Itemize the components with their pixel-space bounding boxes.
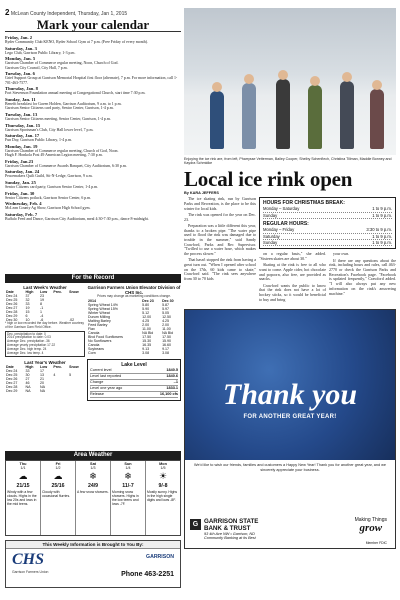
table-header-cell: High (25, 365, 34, 370)
grow-slogan (355, 517, 387, 534)
precip-line: Average Dec. precipitation .36 (7, 339, 50, 344)
story-byline: By KARA JEFFERS (184, 191, 219, 196)
table-cell: 33 (25, 369, 30, 374)
table-cell: 15 (25, 310, 30, 314)
forecast-temp: 25/16 (51, 483, 65, 489)
page-number: 2 (5, 8, 10, 17)
table-cell: Canola (88, 330, 100, 335)
lake-label: Level last reported (90, 373, 122, 378)
event-item: Senior Citizens potluck, Garrison Senior Center, 6 p.m. (5, 195, 92, 200)
table-cell: 19 (25, 306, 30, 310)
lake-value: 1840.5 (166, 367, 178, 372)
table-header-cell: Prec. (53, 290, 63, 294)
table-row (87, 351, 181, 355)
table-header-cell: Date (6, 365, 14, 370)
hours-day: Sunday (263, 240, 278, 246)
table-cell: 3.08 (162, 350, 170, 355)
precip-line: 2014 precipitation to date: 0.03 (7, 335, 51, 340)
event-date: Monday, Jan. 19 (5, 143, 38, 149)
table-cell: Spring Wheat 15% (88, 306, 118, 311)
bank-name-1: GARRISON STATE (204, 517, 259, 525)
event-date: Wednesday, Feb. 4 (5, 201, 42, 207)
table-cell: NA (25, 389, 31, 394)
table-cell: Dec 26 (6, 302, 18, 306)
calendar-title: Mark your calendar (5, 18, 181, 32)
table-cell: NA Bid (162, 330, 174, 335)
event-item: Garrison Chamber of Commerce regular meeting, Noon, Church of God. (5, 61, 119, 66)
lake-value: -.1 (173, 379, 178, 384)
forecast-desc: Cloudy with occasional flurries. (42, 490, 71, 498)
skater-figure (340, 81, 354, 149)
table-cell: -4 (40, 314, 44, 318)
table-cell: 16.60 (162, 342, 172, 347)
table-cell: 9.17 (162, 346, 170, 351)
sponsor-phone: Phone 463-2251 (121, 571, 174, 578)
table-cell: .02 (69, 318, 75, 322)
lake-value: 1840.6 (166, 373, 178, 378)
forecast-strip (5, 460, 181, 536)
table-cell: 27 (25, 377, 30, 382)
event-item: Garrison Chamber of Commerce regular meeting, Church of God, Noon. (5, 148, 119, 153)
lake-row (90, 392, 178, 398)
sponsor-box (5, 540, 181, 588)
event-date: Thursday, Jan. 15 (5, 122, 41, 128)
event-item: Garrison Senior Citizens card party, Senior Center, Garrison, 1-4 p.m. (5, 106, 114, 111)
event-date: Monday, Jan. 5 (5, 56, 36, 62)
table-cell: Dec 29 (6, 314, 18, 318)
bank-tag: Community Banking at its Best (204, 535, 256, 540)
event-item: Buffalo Feed and Dance, Garrison City Auditorium, meal 4:30-7:30 p.m., dance 8-midnight. (5, 216, 149, 221)
table-cell: Dec 24 (6, 369, 18, 374)
precip-line: Dec. precipitation to date: 0 (7, 331, 46, 336)
table-cell: -6 (40, 318, 44, 322)
bank-logo-icon: G (190, 519, 201, 530)
skater-figure (370, 89, 384, 149)
precip-line: Average Dec. low temp. 4 (7, 350, 44, 355)
event-item: Lego Club, Garrison Public Library, 1-3 p.m. (5, 50, 76, 55)
table-cell: 17.50 (162, 334, 172, 339)
hours-time: 1 to 9 p.m. (372, 206, 392, 212)
forecast-temp: 24/9 (87, 483, 99, 489)
event-item: Garrison Sportsman's Club, City Hall lower level, 7 p.m. (5, 127, 94, 132)
event-date: Tuesday, Jan. 6 (5, 71, 35, 77)
table-header-cell: Dec 23 (142, 298, 154, 303)
table-cell: 30 (25, 373, 30, 378)
event-date: Sunday, Jan. 25 (5, 179, 36, 185)
hours-title-break: HOURS FOR CHRISTMAS BREAK: (263, 200, 345, 207)
table-cell: 4 (53, 373, 56, 378)
table-row (5, 389, 85, 393)
weather-icon: ☁ (53, 471, 63, 481)
event-item: Peacemakers Quilt Guild, Sit-N-Ledge, Garrison, 9 a.m. (5, 174, 93, 179)
story-subcols (259, 252, 396, 304)
hours-day: Saturday (263, 233, 280, 239)
table-cell: Malting Barley (88, 318, 111, 323)
event-item: Senior Citizens card party, Garrison Senior Center, 1-4 p.m. (5, 184, 99, 189)
event-item: Fort Stevenson Foundation annual meeting at Congregational Church, start time 7:30 p.m. (5, 91, 146, 96)
left-column (5, 8, 181, 593)
precip-line: Average Dec. high temp. 24 (7, 346, 47, 351)
table-cell: NA (25, 385, 31, 390)
table-cell: -1 (40, 306, 44, 310)
table-cell: 8 (40, 302, 43, 306)
weather-icon: ☀ (158, 471, 168, 481)
table-cell: 5.05 (162, 310, 170, 315)
forecast-day-date: 1/3 (90, 466, 96, 470)
record-title: For the Record (5, 274, 181, 283)
ad-text: We'd like to wish our friends, families and customers a Happy New Year! Thank you for another great year, and we sincerely appreciate your business. (193, 462, 386, 472)
lastweek-note: * high or low recorded the day before. Weather courtesy of the Garrison Dam Field Office. (5, 321, 84, 329)
table-cell: 5 (69, 373, 72, 378)
table-cell (52, 389, 68, 393)
story-paragraph: your own. (333, 251, 350, 257)
table-cell: 5.87 (162, 302, 170, 307)
hours-row (263, 213, 392, 219)
event-item: Hugh F. Honkola Post 49 American Legion meeting, 7:30 p.m. (5, 153, 103, 158)
forecast-day-name: Mon (159, 462, 167, 466)
story-paragraph: That hasn't stopped the rink from having a great turn out. "When I opened after school on the 17th, 60 kids came to skate," Crawford said. "The rink sees anywhere from 30 to 70 kids (184, 257, 256, 282)
forecast-title: Area Weather (5, 451, 181, 460)
table-cell: NA (40, 385, 46, 390)
forecast-desc: Windy with a few clouds. Highs in the low 20s and lows in the mid teens. (7, 490, 37, 506)
table-header-cell: High (25, 290, 34, 294)
hours-box (259, 197, 396, 249)
forecast-day-date: 1/2 (55, 466, 61, 470)
ad-sub: FOR ANOTHER GREAT YEAR! (243, 413, 337, 420)
table-cell: Canola (88, 342, 100, 347)
forecast-temp: 11/-7 (122, 483, 134, 489)
table-cell: 5.80 (142, 302, 150, 307)
table-cell: Winter Wheat (88, 310, 110, 315)
table-cell: 19 (40, 298, 45, 302)
event-item: Garrison Chamber of Commerce Awards Banquet, City Auditorium, 6:30 p.m. (5, 163, 127, 168)
event-date: Tuesday, Jan. 13 (5, 111, 38, 117)
event-item: Fun Day, Garrison Public Library, 1-4 p.m. (5, 138, 73, 143)
table-cell: Corn (88, 350, 96, 355)
table-cell: Durum Milling (88, 314, 110, 319)
record-elevator (87, 285, 181, 447)
table-cell: Feed Barley (88, 322, 108, 327)
elevator-sub: Prices may change as marketing conditions change. (97, 294, 171, 298)
hours-day: Monday – Friday (263, 227, 295, 233)
table-cell: 17 (40, 369, 45, 374)
forecast-day-date: 1/4 (125, 466, 131, 470)
table-cell: NA (40, 389, 46, 394)
skater-figure (210, 91, 224, 149)
table-header-cell: Prec. (53, 365, 63, 370)
story-paragraph: The ice skating rink, run by Garrison Parks and Recreation, is the place to be this winter for local kids. (184, 196, 256, 211)
table-cell: 4.25 (142, 318, 150, 323)
table-cell: 11.00 (162, 326, 171, 331)
hours-day: Monday – Saturday (263, 206, 300, 212)
event-date: Sunday, Jan. 11 (5, 96, 36, 102)
story-col-2b (329, 252, 396, 304)
forecast-day-name: Sat (90, 462, 96, 466)
event-date: Friday, Jan. 2 (5, 35, 33, 41)
event-item: Garrison City Council, City Hall, 7 p.m. (5, 65, 68, 70)
lake-value: 1833.1 (166, 385, 178, 390)
table-cell: Dec 29 (6, 389, 18, 394)
hours-title-regular: REGULAR HOURS: (263, 221, 309, 228)
lake-label: Level one year ago (90, 385, 123, 390)
hours-time: 1 to 9 p.m. (372, 233, 392, 239)
photo-caption: Enjoying the ice rink are, from left, Pharrysse Vetterman, Bailey Cooper, Shelby Schenflech, Christina Tillman, Maddie Bonney and Kaydra Schmidke (184, 157, 392, 166)
grow-1: Making Things (354, 516, 387, 523)
forecast-day-name: Fri (55, 462, 61, 466)
forecast-day (146, 461, 180, 535)
event-item: Grief Support Group at Garrison Memorial Hospital first floor (alternate), 7 p.m. For more information, call 1-701-463-7577. (5, 76, 178, 85)
lastweek-table (5, 290, 85, 322)
lake-label: Current level (90, 367, 112, 372)
table-cell: 2.00 (142, 322, 150, 327)
record-section (5, 285, 181, 447)
table-cell: 12.00 (142, 314, 152, 319)
table-cell (68, 389, 85, 393)
table-cell: 33 (25, 302, 30, 306)
event-date: Saturday, Jan. 24 (5, 169, 40, 175)
event-date: Thursday, Jan. 8 (5, 86, 38, 92)
event-date: Saturday, Feb. 7 (5, 211, 38, 217)
table-cell: 37 (25, 294, 30, 298)
story-paragraph: on a regular basis," she added. "Sixteen skates are about 30." (259, 251, 326, 262)
hours-time: 1 to 9 p.m. (372, 240, 392, 246)
bank-address: 93 4th Ave NW • Garrison, ND (204, 531, 255, 536)
grow-2: grow (359, 521, 383, 534)
weather-icon: ❄ (89, 471, 97, 481)
bank-name-2: BANK & TRUST (204, 524, 251, 532)
event-date: Saturday, Jan. 17 (5, 133, 40, 139)
event-item: Benefit breakfast for Gaven Holden, Garrison Auditorium, 9 a.m. to 1 p.m. (5, 101, 122, 106)
hours-time: 1 to 9 p.m. (372, 212, 392, 218)
table-cell: Dec 28 (6, 310, 18, 314)
table-cell: 5.97 (162, 306, 170, 311)
forecast-desc: Mostly sunny. Highs in the high single digits and lows -8F. (147, 490, 178, 502)
table-cell: Dec 26 (6, 377, 18, 382)
table-cell: 32 (25, 298, 30, 302)
table-cell: Dec 27 (6, 306, 18, 310)
table-cell: Dec 27 (6, 381, 18, 386)
story-body (184, 197, 396, 304)
story-paragraph: Preparation was a little different this year, thanks to a broken pipe. "The water pipe used to flood the rink was damaged due to trouble in the summer," said Sandy Crawford, Parks and Rec Supervisor. "Twilled to use a water hose, which makes the process slower." (184, 222, 256, 257)
weather-icon: ❄ (124, 471, 132, 481)
ad-fireworks-photo (185, 310, 395, 460)
story-paragraph: The rink was opened for the year on Dec. 23. (184, 212, 256, 222)
table-header-cell: Snow (69, 290, 79, 294)
forecast-day-name: Sun (124, 462, 132, 466)
lastweek-title: Last Week's Weather (23, 285, 67, 290)
forecast-day (111, 461, 146, 535)
lastyear-table (5, 365, 85, 393)
table-cell: Dec 24 (6, 294, 18, 298)
elevator-title: Garrison Farmers Union Elevator Division of CHS Inc. (87, 285, 181, 295)
calendar-events (5, 34, 181, 271)
lake-label: Change (90, 379, 104, 384)
forecast-desc: A few snow showers. (77, 490, 109, 494)
story-paragraph: Skating at the rink is free to all who want to come. Apple cider, hot chocolate and popcorn, also free, are provided as snacks. (259, 262, 326, 282)
story-paragraph: Crawford wants the public to know that the rink does not have a lot of hockey sticks, so it would be beneficial to buy and bring (259, 282, 326, 302)
table-header-cell: Low (40, 365, 48, 370)
table-cell: 23 (40, 294, 45, 298)
table-cell: 5.12 (142, 310, 150, 315)
forecast-day (76, 461, 111, 535)
table-cell: Dec 25 (6, 373, 18, 378)
ad-thank: Thank you (222, 377, 358, 411)
forecast-day (41, 461, 76, 535)
sponsor-tag: GARRISON (146, 554, 174, 560)
forecast-day-date: 1/1 (20, 466, 26, 470)
table-cell: 1 (40, 310, 43, 314)
lake-value: 16,100 cfs (159, 391, 178, 396)
sponsor-title: This Weekly Information is Brought to You By: (6, 541, 180, 549)
table-cell: Soybeans (88, 346, 104, 351)
table-cell: NA Bid (142, 330, 154, 335)
forecast-temp: 21/15 (16, 483, 30, 489)
table-cell: 16.35 (142, 342, 152, 347)
bank-logo-block (190, 518, 258, 540)
event-date: Saturday, Jan. 3 (5, 45, 37, 51)
forecast-desc: Morning snow showers. Highs in the low teens and lows -7F. (112, 490, 139, 506)
skater-figure (276, 79, 290, 149)
paper-line: McLean County Independent, Thursday, Jan 1, 2015 (10, 11, 128, 17)
hours-day: Sunday (263, 212, 278, 218)
table-cell: 5.90 (142, 306, 150, 311)
table-cell: 20 (40, 381, 45, 386)
event-item: Ryder Community Club KENO, Ryder School Gym at 7 p.m. (Free Friday of every month). (5, 40, 148, 45)
table-cell: 4.25 (162, 318, 170, 323)
table-cell: 46 (25, 381, 30, 386)
bank-ad (184, 309, 396, 549)
lake-title: Lake Level (121, 361, 147, 368)
table-header-cell: 2014 (88, 298, 96, 303)
table-cell: 15.30 (142, 338, 152, 343)
table-cell: 2.00 (162, 322, 170, 327)
page-header (5, 8, 181, 17)
right-column (184, 8, 396, 593)
table-cell: 11.00 (142, 326, 151, 331)
chs-sub: Garrison Farmers Union (12, 570, 49, 574)
table-cell: 13 (40, 373, 45, 378)
forecast-temp: 9/-8 (158, 483, 168, 489)
story-headline: Local ice rink open (184, 167, 353, 192)
story-col-2 (259, 197, 396, 304)
table-cell: 17.50 (142, 334, 152, 339)
table-cell: 9.13 (142, 346, 150, 351)
skater-figure (242, 83, 256, 149)
table-cell: 21 (40, 377, 45, 382)
table-cell: No Sunflowers (88, 338, 112, 343)
event-item: Garrison Senior Citizens meeting, Senior Center, Garrison, 1-4 p.m. (5, 116, 111, 121)
elevator-table (87, 299, 181, 355)
weather-icon: ☁ (18, 471, 28, 481)
precip-summary (5, 331, 85, 358)
hours-row (263, 240, 392, 246)
member-fdic: Member FDIC (365, 540, 387, 545)
table-cell: 12.50 (162, 314, 172, 319)
precip-line: Average yearly precipitation 17.22 (7, 342, 56, 347)
event-date: Friday, Jan.23 (5, 158, 34, 164)
table-cell: 3.08 (142, 350, 150, 355)
event-date: Friday, Jan. 30 (5, 190, 35, 196)
table-cell: Dec 25 (6, 298, 18, 302)
table-header-cell: Snow (69, 365, 79, 370)
table-cell: Blvd Food Sunflowers (88, 334, 123, 339)
lake-label: Release (90, 391, 104, 396)
event-item: McLean County Ag Show, Garrison High School gym. (5, 206, 91, 211)
hours-time: 3:30 to 9 p.m. (366, 227, 392, 233)
story-col-1 (184, 197, 256, 304)
table-header-cell: Date (6, 290, 14, 294)
table-cell: 6 (25, 314, 28, 318)
table-header-cell: Low (40, 290, 48, 294)
lake-level-box (87, 359, 181, 401)
table-cell: Flax (88, 326, 95, 331)
forecast-day-date: 1/5 (160, 466, 166, 470)
forecast-day-name: Thu (19, 462, 27, 466)
table-header-cell: Dec 30 (162, 298, 174, 303)
skater-figure (308, 85, 322, 149)
chs-logo: CHS (12, 551, 45, 568)
lastyear-title: Last Year's Weather (24, 360, 66, 366)
story-paragraph: If there are any questions about the rink, including hours and rules, call 463-2770 or check the Garrison Parks and Recreation's Facebook page. "Facebook is updated frequently," Crawford added. "I will also always put any new information on the rink's answering machine." (329, 257, 396, 296)
table-cell: 15.90 (162, 338, 172, 343)
table-cell: Dec 28 (6, 385, 18, 390)
forecast-day (6, 461, 41, 535)
table-cell: Spring Wheat 14% (88, 302, 118, 307)
table-cell: Dec 30 (6, 318, 18, 322)
record-weather (5, 285, 85, 447)
table-cell: 10 (25, 318, 30, 322)
story-col-2a (259, 252, 326, 304)
skating-photo (184, 8, 396, 155)
